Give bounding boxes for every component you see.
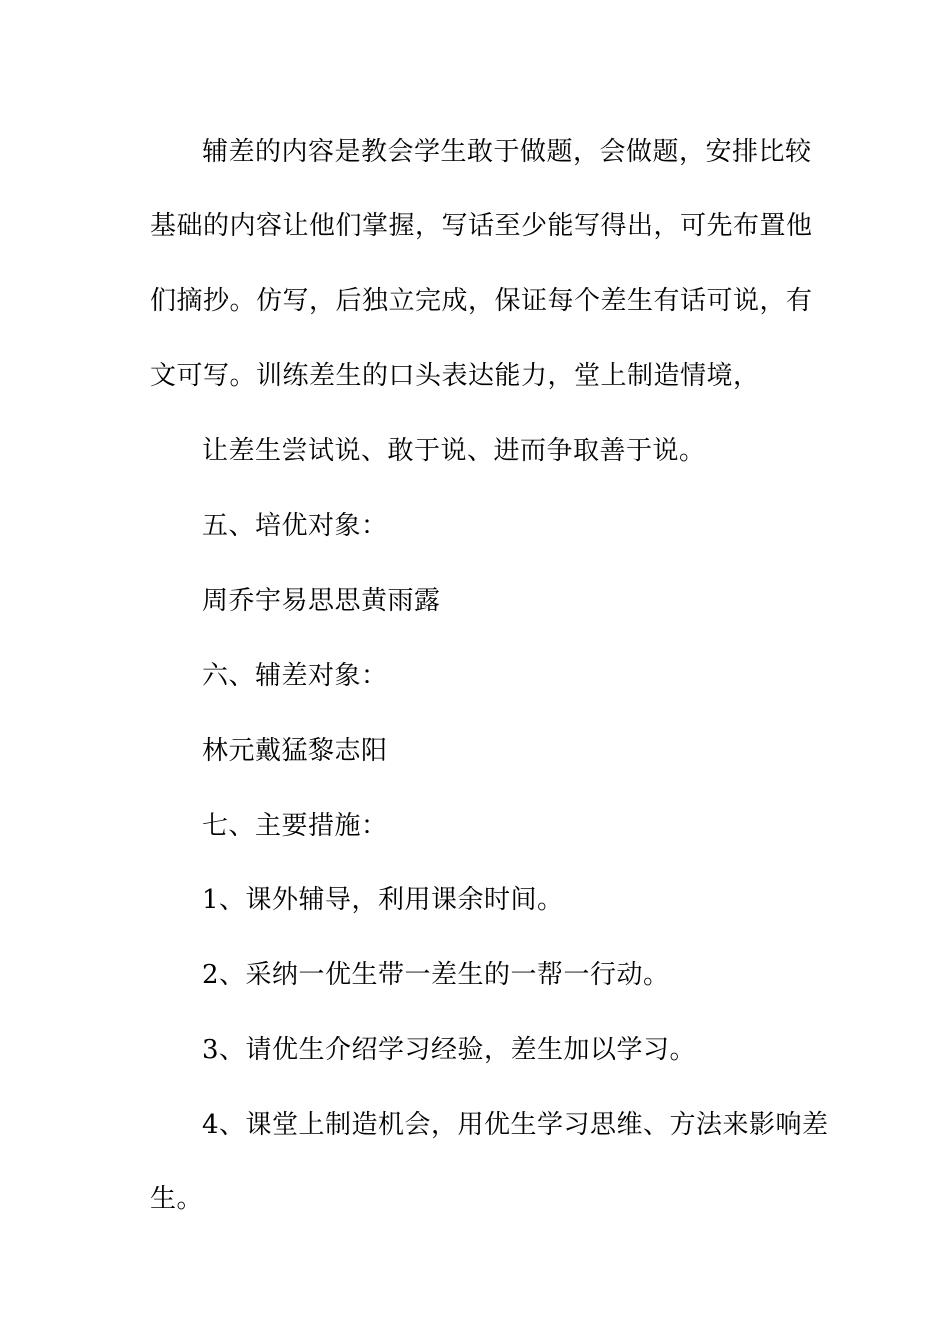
- list-item: 3、请优生介绍学习经验，差生加以学习。: [202, 1035, 697, 1065]
- paragraph-line: 让差生尝试说、敢于说、进而争取善于说。: [202, 436, 706, 466]
- section-heading: 五、培优对象：: [202, 511, 388, 541]
- section-heading: 六、辅差对象：: [202, 661, 388, 691]
- section-heading: 七、主要措施：: [202, 811, 388, 841]
- name-list: 林元戴猛黎志阳: [202, 736, 388, 766]
- list-item: 2、采纳一优生带一差生的一帮一行动。: [202, 960, 670, 990]
- list-item: 1、课外辅导，利用课余时间。: [202, 885, 564, 915]
- name-list: 周乔宇易思思黄雨露: [202, 586, 441, 616]
- paragraph-line: 生。: [150, 1184, 204, 1214]
- paragraph-line: 文可写。训练差生的口头表达能力，堂上制造情境，: [150, 361, 760, 391]
- paragraph-line: 基础的内容让他们掌握，写话至少能写得出，可先布置他: [150, 211, 813, 241]
- list-item: 4、课堂上制造机会，用优生学习思维、方法来影响差: [202, 1110, 829, 1140]
- paragraph-line: 辅差的内容是教会学生敢于做题，会做题，安排比较: [202, 137, 812, 167]
- paragraph-line: 们摘抄。仿写，后独立完成，保证每个差生有话可说，有: [150, 286, 813, 316]
